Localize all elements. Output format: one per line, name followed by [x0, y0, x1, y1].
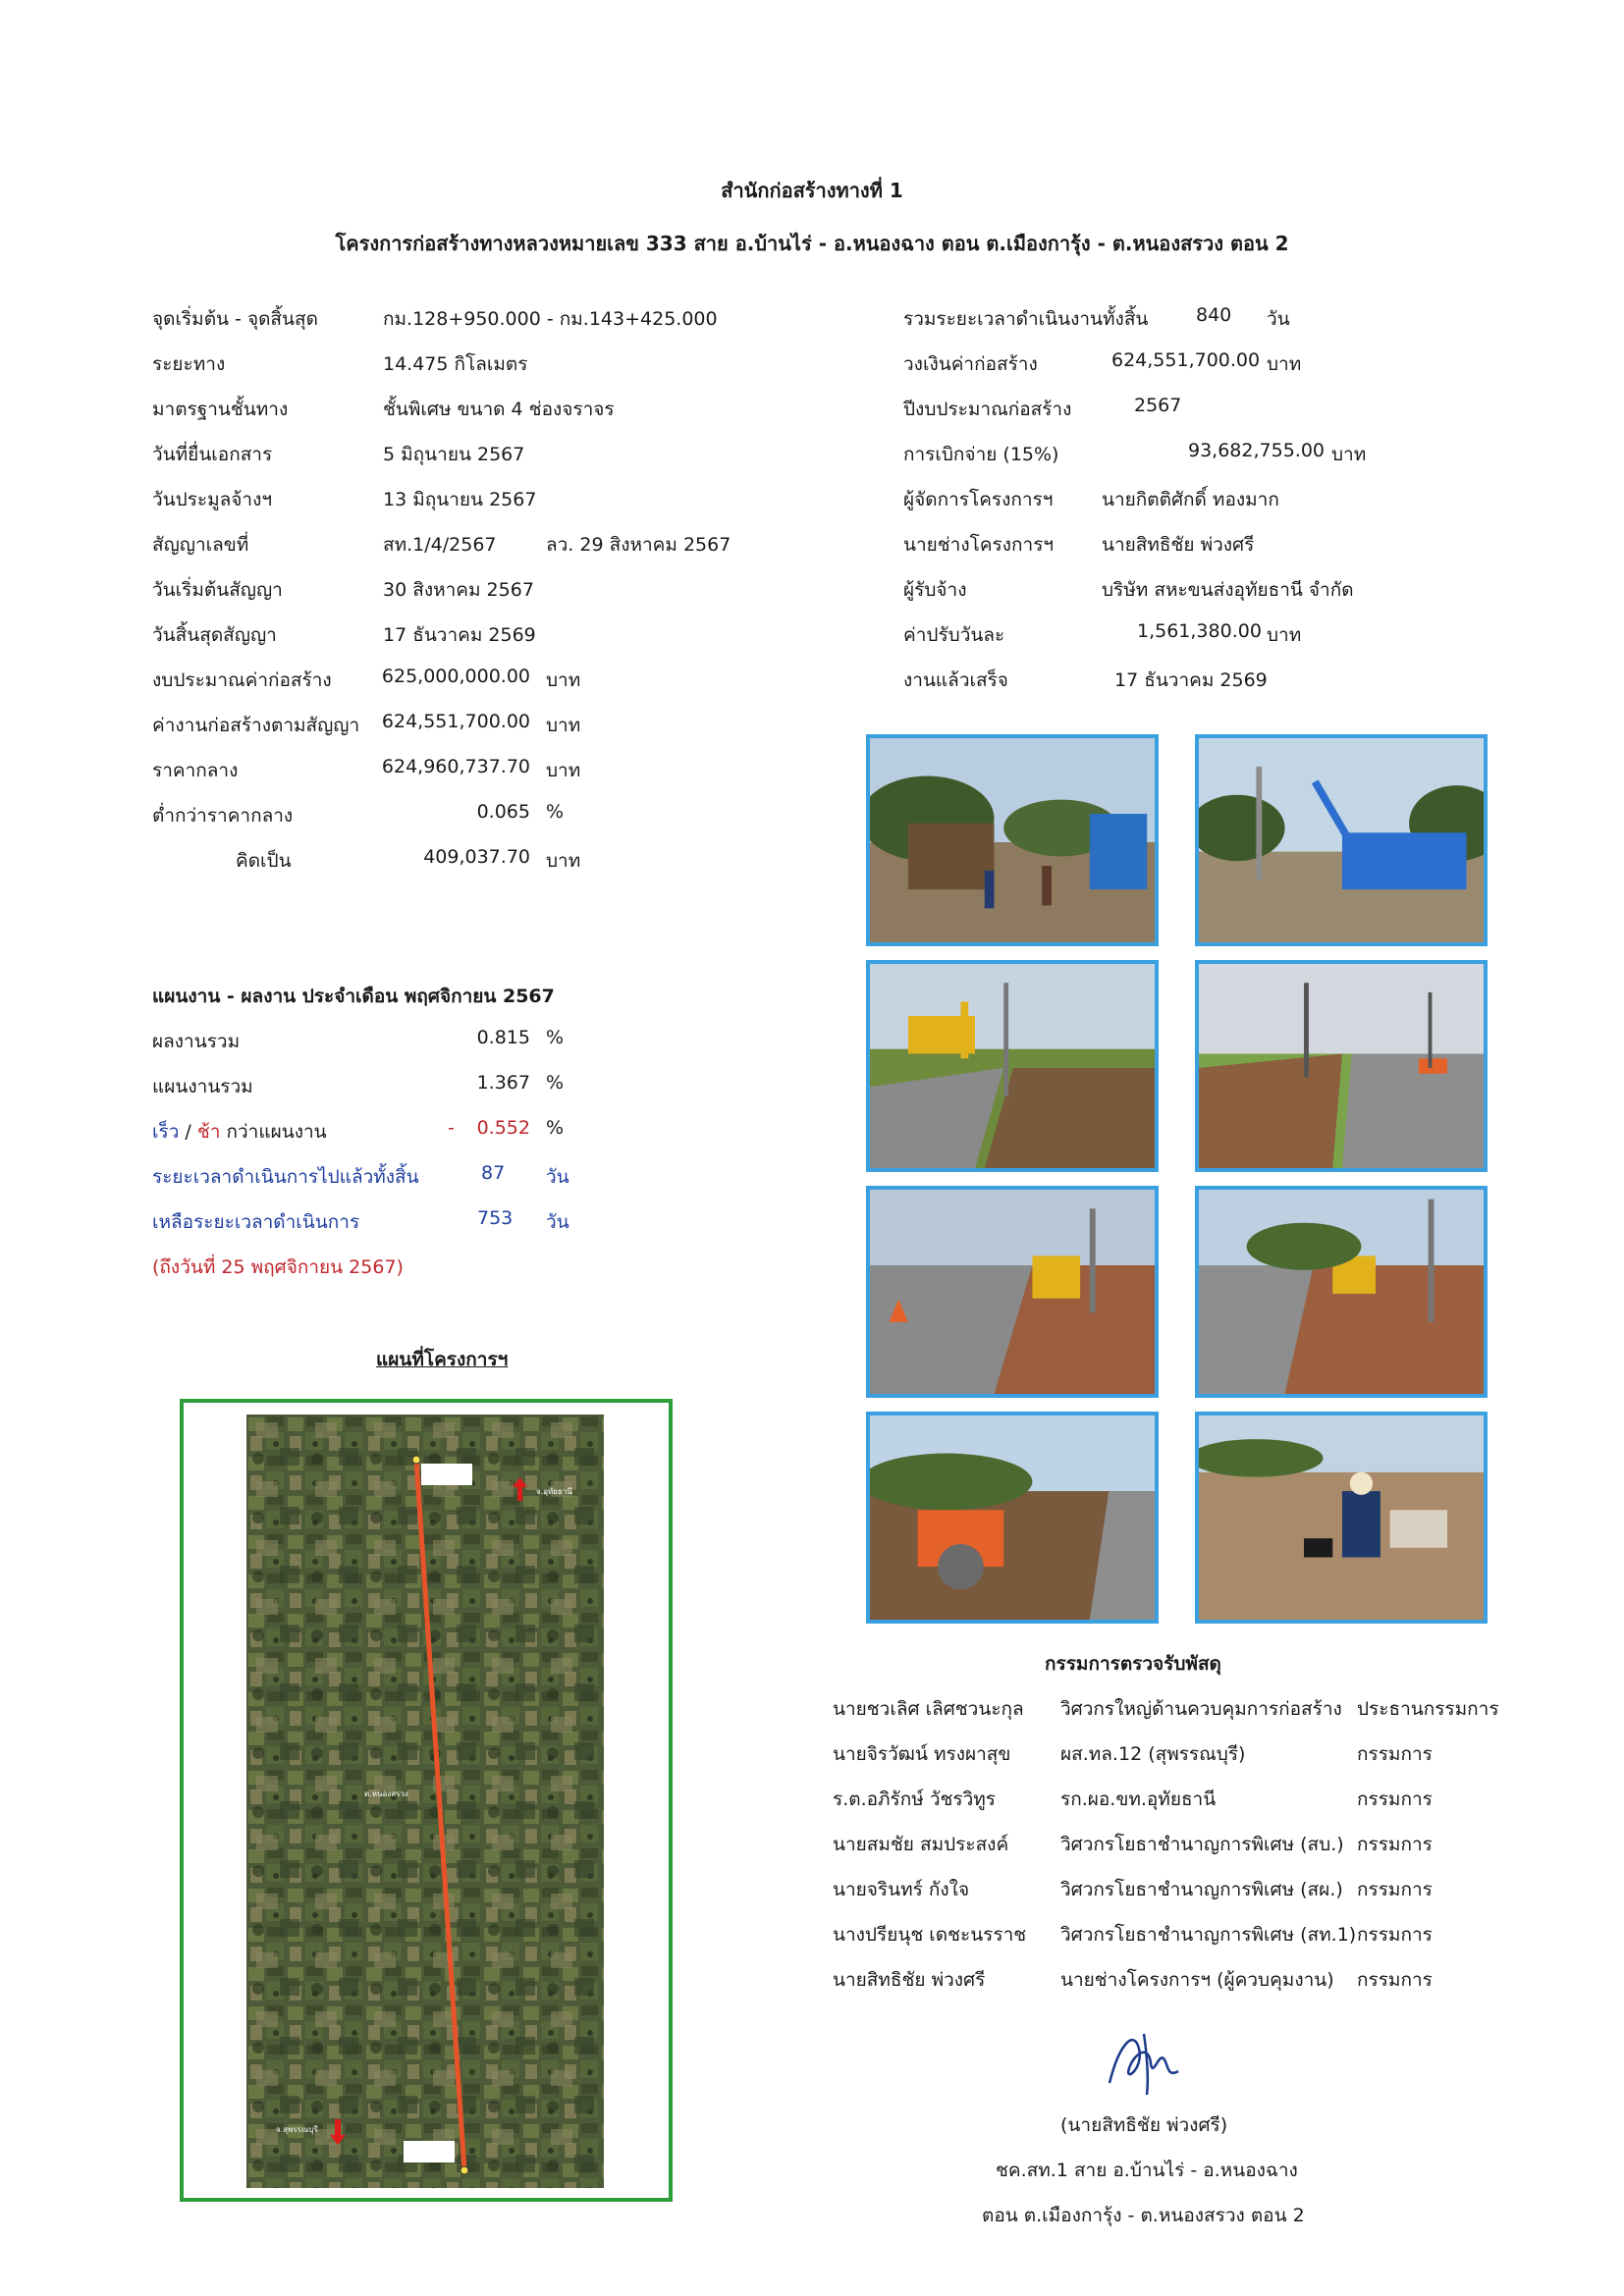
signer-title-line-2: ตอน ต.เมืองการุ้ง - ต.หนองสรวง ตอน 2: [982, 2205, 1305, 2226]
actual-label: ผลงานรวม: [152, 1031, 241, 1052]
info-value: 93,682,755.00: [1188, 440, 1326, 461]
info-label: วันสิ้นสุดสัญญา: [152, 624, 277, 646]
signer-title-line-1: ชค.สท.1 สาย อ.บ้านไร่ - อ.หนองฉาง: [996, 2160, 1298, 2181]
member-role: กรรมการ: [1357, 1834, 1433, 1855]
money-label: งบประมาณค่าก่อสร้าง: [152, 669, 332, 691]
plan-label: แผนงานรวม: [152, 1076, 253, 1097]
info-unit: บาท: [1267, 353, 1302, 375]
diff-label: กว่าแผนงาน: [226, 1121, 327, 1143]
slash: /: [185, 1121, 191, 1143]
plan-unit: %: [546, 1072, 565, 1094]
elapsed-value: 87: [481, 1162, 506, 1184]
info-label: วันที่ยื่นเอกสาร: [152, 444, 273, 465]
member-name: นายสมชัย สมประสงค์: [833, 1834, 1009, 1855]
info-label: ค่าปรับวันละ: [903, 624, 1005, 646]
info-label: สัญญาเลขที่: [152, 534, 249, 556]
site-photo-7: [866, 1412, 1159, 1624]
site-photo-8: [1195, 1412, 1488, 1624]
money-value: 624,960,737.70: [381, 756, 530, 777]
office-title: สำนักก่อสร้างทางที่ 1: [721, 179, 903, 202]
member-name: นายสิทธิชัย พ่วงศรี: [833, 1969, 986, 1991]
site-photo-3: [866, 960, 1159, 1172]
site-photo-1: [866, 734, 1159, 946]
info-unit: บาท: [1267, 624, 1302, 646]
money-label: ราคากลาง: [152, 760, 239, 781]
info-value: 1,561,380.00: [1137, 620, 1262, 642]
money-value: 409,037.70: [423, 846, 530, 868]
info-label: ผู้จัดการโครงการฯ: [903, 489, 1054, 510]
diff-value: 0.552: [476, 1117, 530, 1139]
member-position: วิศวกรใหญ่ด้านควบคุมการก่อสร้าง: [1060, 1698, 1342, 1720]
diff-sign: -: [448, 1117, 455, 1139]
info-label: งานแล้วเสร็จ: [903, 669, 1008, 691]
actual-unit: %: [546, 1027, 565, 1048]
info-value: บริษัท สหะขนส่งอุทัยธานี จำกัด: [1102, 579, 1354, 601]
info-label: วันประมูลจ้างฯ: [152, 489, 273, 510]
info-label: วันเริ่มต้นสัญญา: [152, 579, 283, 601]
money-label: ต่ำกว่าราคากลาง: [152, 805, 294, 827]
mid-location-label: ต.หนองสรวง: [364, 1789, 408, 1798]
info-value: 17 ธันวาคม 2569: [383, 624, 536, 646]
diff-label-line: [152, 1117, 327, 1147]
info-value: 624,551,700.00: [1111, 349, 1261, 371]
info-value: สท.1/4/2567: [383, 534, 497, 556]
info-label: จุดเริ่มต้น - จุดสิ้นสุด: [152, 308, 318, 330]
info-value: ชั้นพิเศษ ขนาด 4 ช่องจราจร: [383, 399, 615, 420]
info-label: ระยะทาง: [152, 353, 226, 375]
slow-label: ช้า: [196, 1121, 221, 1143]
north-province-label: จ.อุทัยธานี: [536, 1487, 572, 1496]
actual-value: 0.815: [476, 1027, 530, 1048]
as-of-date: (ถึงวันที่ 25 พฤศจิกายน 2567): [152, 1256, 404, 1278]
member-role: ประธานกรรมการ: [1357, 1698, 1499, 1720]
member-position: นายช่างโครงการฯ (ผู้ควบคุมงาน): [1060, 1969, 1334, 1991]
money-unit: บาท: [546, 760, 581, 781]
map-title: แผนที่โครงการฯ: [376, 1349, 509, 1370]
signer-name: (นายสิทธิชัย พ่วงศรี): [1060, 2114, 1228, 2136]
info-value: นายสิทธิชัย พ่วงศรี: [1102, 534, 1255, 556]
info-value: 840: [1196, 304, 1232, 326]
member-role: กรรมการ: [1357, 1789, 1433, 1810]
remain-label: เหลือระยะเวลาดำเนินการ: [152, 1211, 360, 1233]
info-value: 17 ธันวาคม 2569: [1114, 669, 1268, 691]
money-unit: %: [546, 801, 565, 823]
fast-label: เร็ว: [152, 1121, 180, 1143]
info-value: 13 มิถุนายน 2567: [383, 489, 537, 510]
info-value: นายกิตติศักดิ์ ทองมาก: [1102, 489, 1279, 510]
info-label: รวมระยะเวลาดำเนินงานทั้งสิ้น: [903, 308, 1149, 330]
info-unit: วัน: [1267, 308, 1290, 330]
member-role: กรรมการ: [1357, 1879, 1433, 1900]
member-name: ร.ต.อภิรักษ์ วัชรวิทูร: [833, 1789, 996, 1810]
member-position: วิศวกรโยธาชำนาญการพิเศษ (สบ.): [1060, 1834, 1344, 1855]
member-role: กรรมการ: [1357, 1743, 1433, 1765]
elapsed-unit: วัน: [546, 1166, 569, 1188]
info-value: 14.475 กิโลเมตร: [383, 353, 528, 375]
member-position: รก.ผอ.ขท.อุทัยธานี: [1060, 1789, 1217, 1810]
member-position: วิศวกรโยธาชำนาญการพิเศษ (สผ.): [1060, 1879, 1343, 1900]
contract-date: ลว. 29 สิงหาคม 2567: [546, 534, 731, 556]
money-value: 625,000,000.00: [381, 666, 530, 687]
member-name: นายชวเลิศ เลิศชวนะกุล: [833, 1698, 1024, 1720]
elapsed-label: ระยะเวลาดำเนินการไปแล้วทั้งสิ้น: [152, 1166, 419, 1188]
money-unit: บาท: [546, 669, 581, 691]
money-unit: บาท: [546, 715, 581, 736]
info-label: ปีงบประมาณก่อสร้าง: [903, 399, 1072, 420]
member-role: กรรมการ: [1357, 1969, 1433, 1991]
info-label: ผู้รับจ้าง: [903, 579, 967, 601]
diff-unit: %: [546, 1117, 565, 1139]
site-photo-5: [866, 1186, 1159, 1398]
money-label: ค่างานก่อสร้างตามสัญญา: [152, 715, 360, 736]
site-photo-2: [1195, 734, 1488, 946]
money-unit: บาท: [546, 850, 581, 872]
remain-value: 753: [477, 1207, 514, 1229]
money-label: คิดเป็น: [236, 850, 292, 872]
handwritten-signature: [1090, 2024, 1198, 2103]
info-label: นายช่างโครงการฯ: [903, 534, 1055, 556]
money-value: 624,551,700.00: [381, 711, 530, 732]
member-name: นายจิรวัฒน์ ทรงผาสุข: [833, 1743, 1011, 1765]
info-unit: บาท: [1331, 444, 1367, 465]
member-role: กรรมการ: [1357, 1924, 1433, 1946]
project-title: โครงการก่อสร้างทางหลวงหมายเลข 333 สาย อ.บ้านไร่ - อ.หนองฉาง ตอน ต.เมืองการุ้ง - ต.หนองสรวง ตอน 2: [335, 232, 1289, 255]
committee-title: กรรมการตรวจรับพัสดุ: [1045, 1653, 1221, 1675]
progress-title: แผนงาน - ผลงาน ประจำเดือน พฤศจิกายน 2567: [152, 986, 555, 1007]
plan-value: 1.367: [476, 1072, 530, 1094]
member-position: ผส.ทล.12 (สุพรรณบุรี): [1060, 1743, 1246, 1765]
south-province-label: จ.สุพรรณบุรี: [276, 2125, 318, 2134]
info-value: 5 มิถุนายน 2567: [383, 444, 525, 465]
info-label: วงเงินค่าก่อสร้าง: [903, 353, 1038, 375]
info-label: มาตรฐานชั้นทาง: [152, 399, 289, 420]
member-name: นายจรินทร์ กังใจ: [833, 1879, 970, 1900]
remain-unit: วัน: [546, 1211, 569, 1233]
info-value: 30 สิงหาคม 2567: [383, 579, 534, 601]
satellite-map-image: [246, 1415, 604, 2188]
site-photo-6: [1195, 1186, 1488, 1398]
money-value: 0.065: [476, 801, 530, 823]
member-position: วิศวกรโยธาชำนาญการพิเศษ (สท.1): [1060, 1924, 1357, 1946]
site-photo-4: [1195, 960, 1488, 1172]
info-value: 2567: [1134, 395, 1182, 416]
member-name: นางปรียนุช เดชะนรราช: [833, 1924, 1027, 1946]
info-value: กม.128+950.000 - กม.143+425.000: [383, 308, 718, 330]
info-label: การเบิกจ่าย (15%): [903, 444, 1059, 465]
project-map: [246, 1415, 604, 2188]
